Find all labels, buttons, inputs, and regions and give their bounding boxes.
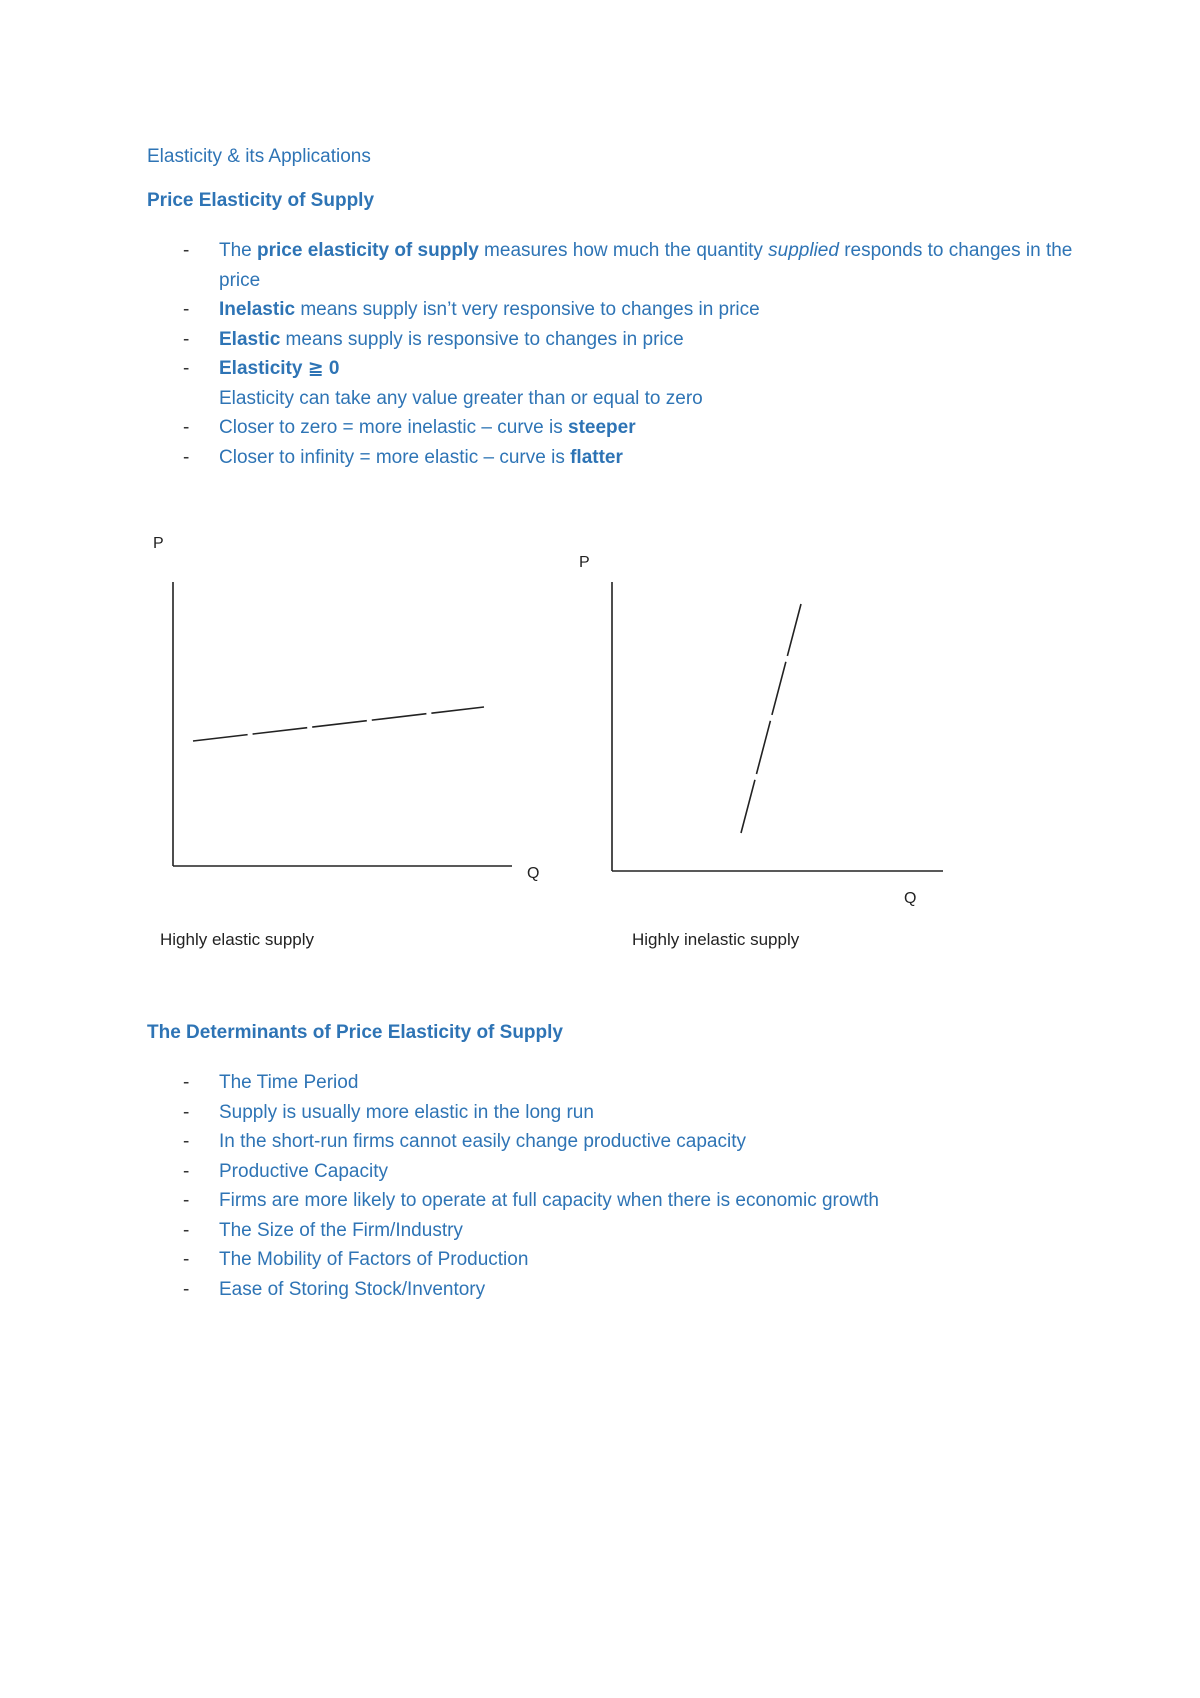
document-title: Elasticity & its Applications (147, 146, 371, 167)
list-item: - Supply is usually more elastic in the long run (147, 1098, 1107, 1128)
bullet-dash: - (183, 1131, 190, 1152)
determinants-list (147, 1068, 1107, 1304)
list-item: - In the short-run firms cannot easily change productive capacity (147, 1127, 1107, 1157)
bullet-dash: - (183, 240, 190, 261)
bullet-dash: - (183, 1249, 190, 1270)
list-item: - The Mobility of Factors of Production (147, 1245, 1107, 1275)
list-item: - The price elasticity of supply measures how much the quantity supplied responds to changes in the price (147, 236, 1107, 295)
chart-highly-inelastic (612, 582, 943, 871)
list-item: - The Size of the Firm/Industry (147, 1216, 1107, 1246)
chart1-x-axis-label: Q (527, 865, 540, 882)
bullet-dash: - (183, 299, 190, 320)
bullet-dash: - (183, 1219, 190, 1241)
bullet-dash: - (183, 1190, 190, 1211)
list-item: - Inelastic means supply isn’t very responsive to changes in price (147, 295, 1107, 325)
chart1-y-axis-label: P (153, 535, 164, 552)
list-item: - The Time Period (147, 1068, 1107, 1098)
chart1-supply-curve (193, 707, 484, 741)
chart1-caption: Highly elastic supply (160, 930, 315, 949)
chart2-supply-curve (741, 604, 801, 833)
list-item: - Elastic means supply is responsive to changes in price (147, 325, 1107, 355)
bullet-dash: - (183, 446, 190, 468)
list-item: - Elasticity ≧ 0 Elasticity can take any value greater than or equal to zero (147, 354, 1107, 413)
section-heading-price-elasticity: Price Elasticity of Supply (147, 190, 375, 211)
list-item: - Closer to zero = more inelastic – curve is steeper (147, 413, 1107, 443)
list-item: - Productive Capacity (147, 1157, 1107, 1187)
chart2-x-axis-label: Q (904, 890, 917, 907)
list-item: - Ease of Storing Stock/Inventory (147, 1275, 1107, 1305)
bullet-dash: - (183, 1101, 190, 1123)
bullet-dash: - (183, 417, 190, 438)
list-item: - Closer to infinity = more elastic – curve is flatter (147, 443, 1107, 473)
section-heading-determinants: The Determinants of Price Elasticity of Supply (147, 1022, 563, 1043)
bullet-dash: - (183, 1278, 190, 1300)
bullet-dash: - (183, 1072, 190, 1093)
chart2-y-axis-label: P (579, 554, 590, 571)
bullet-dash: - (183, 358, 190, 379)
list-item: - Firms are more likely to operate at full capacity when there is economic growth (147, 1186, 1107, 1216)
chart-highly-elastic (173, 582, 512, 866)
bullet-dash: - (183, 1160, 190, 1182)
bullet-dash: - (183, 328, 190, 350)
chart2-caption: Highly inelastic supply (632, 930, 800, 949)
